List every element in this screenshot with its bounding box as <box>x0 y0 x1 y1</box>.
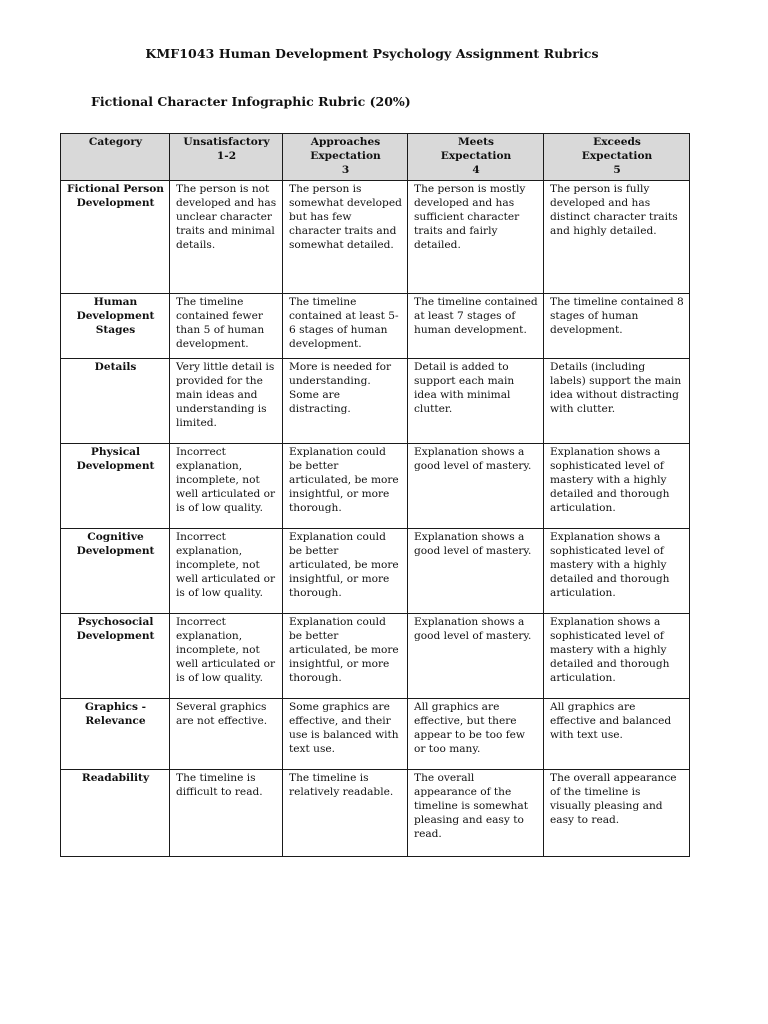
row-category: Graphics - Relevance <box>61 698 170 769</box>
header-unsatisfactory <box>170 134 283 181</box>
row-category: Human Development Stages <box>61 293 170 358</box>
table-row <box>61 293 690 358</box>
table-cell: The timeline contained at least 7 stages of human development. <box>408 293 544 358</box>
header-meets-line2: Expectation <box>440 150 512 163</box>
table-row <box>61 698 690 769</box>
table-cell: The timeline contained at least 5-6 stages of human development. <box>283 293 408 358</box>
table-cell: Some graphics are effective, and their use is balanced with text use. <box>283 698 408 769</box>
table-cell: Several graphics are not effective. <box>170 698 283 769</box>
table-cell: All graphics are effective, but there appear to be too few or too many. <box>408 698 544 769</box>
header-category <box>61 134 170 181</box>
table-cell: The person is somewhat developed but has few character traits and somewhat detailed. <box>283 180 408 293</box>
table-cell: Incorrect explanation, incomplete, not well articulated or is of low quality. <box>170 443 283 528</box>
header-unsatisfactory-line2: 1-2 <box>216 150 237 163</box>
table-cell: The overall appearance of the timeline is visually pleasing and easy to read. <box>544 769 690 856</box>
table-row <box>61 769 690 856</box>
header-approaches-line2: Expectation <box>310 150 381 163</box>
table-cell: Explanation shows a sophisticated level of mastery with a highly detailed and thorough articulation. <box>544 528 690 613</box>
header-category-line1: Category <box>88 136 143 148</box>
table-cell: The person is fully developed and has distinct character traits and highly detailed. <box>544 180 690 293</box>
table-cell: Explanation shows a good level of mastery. <box>408 528 544 613</box>
table-row <box>61 528 690 613</box>
rubric-title: Fictional Character Infographic Rubric (20%) <box>91 94 411 109</box>
table-cell: The person is mostly developed and has sufficient character traits and fairly detailed. <box>408 180 544 293</box>
header-approaches-line1: Approaches <box>310 136 381 148</box>
table-cell: Incorrect explanation, incomplete, not well articulated or is of low quality. <box>170 613 283 698</box>
table-cell: The overall appearance of the timeline is somewhat pleasing and easy to read. <box>408 769 544 856</box>
table-cell: The timeline is difficult to read. <box>170 769 283 856</box>
table-cell: The timeline contained 8 stages of human development. <box>544 293 690 358</box>
row-category: Psychosocial Development <box>61 613 170 698</box>
row-category: Cognitive Development <box>61 528 170 613</box>
table-cell: The timeline contained fewer than 5 of human development. <box>170 293 283 358</box>
header-row <box>61 134 690 181</box>
header-meets <box>408 134 544 181</box>
row-category: Readability <box>61 769 170 856</box>
table-cell: Detail is added to support each main idea with minimal clutter. <box>408 358 544 443</box>
table-cell: Explanation shows a good level of mastery. <box>408 613 544 698</box>
header-unsatisfactory-line1: Unsatisfactory <box>183 136 270 148</box>
header-approaches <box>283 134 408 181</box>
table-row <box>61 443 690 528</box>
header-exceeds-line2: Expectation <box>581 150 653 163</box>
table-cell: Explanation could be better articulated, be more insightful, or more thorough. <box>283 528 408 613</box>
table-cell: Explanation could be better articulated, be more insightful, or more thorough. <box>283 613 408 698</box>
table-row <box>61 613 690 698</box>
header-meets-line3: 4 <box>472 164 480 177</box>
row-category: Details <box>61 358 170 443</box>
table-cell: Very little detail is provided for the main ideas and understanding is limited. <box>170 358 283 443</box>
table-row <box>61 358 690 443</box>
table-row <box>61 180 690 293</box>
table-cell: Explanation shows a good level of mastery. <box>408 443 544 528</box>
header-meets-line1: Meets <box>457 136 495 148</box>
table-cell: Explanation could be better articulated, be more insightful, or more thorough. <box>283 443 408 528</box>
table-cell: Details (including labels) support the main idea without distracting with clutter. <box>544 358 690 443</box>
table-cell: Explanation shows a sophisticated level of mastery with a highly detailed and thorough articulation. <box>544 443 690 528</box>
table-cell: More is needed for understanding. Some are distracting. <box>283 358 408 443</box>
table-cell: The person is not developed and has unclear character traits and minimal details. <box>170 180 283 293</box>
table-cell: Incorrect explanation, incomplete, not well articulated or is of low quality. <box>170 528 283 613</box>
header-exceeds-line1: Exceeds <box>593 136 641 148</box>
row-category: Physical Development <box>61 443 170 528</box>
table-cell: Explanation shows a sophisticated level of mastery with a highly detailed and thorough articulation. <box>544 613 690 698</box>
header-exceeds <box>544 134 690 181</box>
rubric-table <box>60 133 690 857</box>
table-cell: The timeline is relatively readable. <box>283 769 408 856</box>
table-cell: All graphics are effective and balanced with text use. <box>544 698 690 769</box>
header-exceeds-line3: 5 <box>613 164 621 177</box>
header-approaches-line3: 3 <box>341 164 350 177</box>
document-title: KMF1043 Human Development Psychology Assignment Rubrics <box>145 46 599 61</box>
row-category: Fictional Person Development <box>61 180 170 293</box>
